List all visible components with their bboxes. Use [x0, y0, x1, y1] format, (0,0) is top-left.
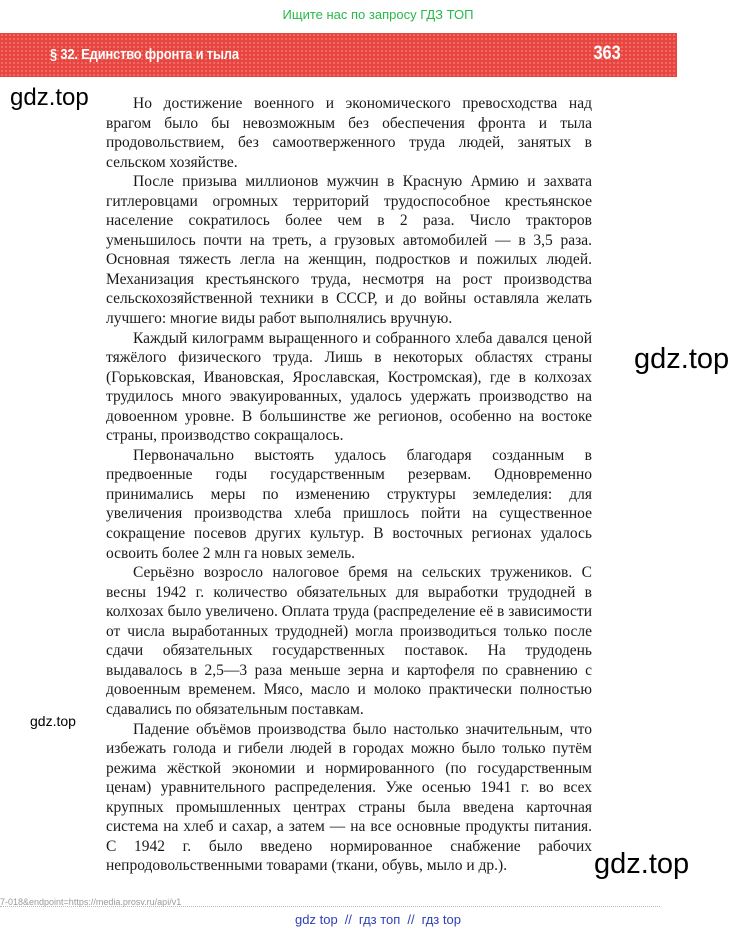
watermark-text: gdz.top — [634, 343, 730, 375]
paragraph: Серьёзно возросло налоговое бремя на сельских тружеников. С весны 1942 г. количество обязательных для выработки трудодней в колхозах было увеличено. Оплата труда (распределение её в зависимости от числа выработанных трудодней) могла производиться только после сдачи обязательных государственных поставок. На трудодень выдавалось в 2,5—3 раза меньше зерна и картофеля по сравнению с довоенным временем. Мясо, масло и молоко практически полностью сдавались по обязательным поставкам. — [106, 564, 592, 718]
section-title: § 32. Единство фронта и тыла — [50, 46, 239, 63]
chapter-header-band — [0, 33, 677, 77]
footer-links — [0, 912, 756, 927]
paragraph: Падение объёмов производства было настолько значительным, что избежать голода и гибели людей в городах можно было только путём режима жёсткой экономии и нормированного (по государственным ценам) уравнительного распределения. Уже осенью 1941 г. во всех крупных промышленных центрах страны была введена карточная система на хлеб и сахар, а затем — на все основные продукты питания. С 1942 г. было введено нормированное снабжение рабочих непродовольственными товарами (ткани, обувь, мыло и др.). — [106, 720, 592, 875]
paragraph: Каждый килограмм выращенного и собранного хлеба давался ценой тяжёлого физического труда. Лишь в некоторых областях страны (Горьковская, Ивановская, Ярославская, Костромская), где в колхозах трудилось много эвакуированных, удалось удержать производство на довоенном уровне. В большинстве же регионов, особенно на востоке страны, производство сокращалось. — [106, 329, 592, 445]
page-number: 363 — [593, 43, 621, 64]
footer-link-gdz-top[interactable]: gdz top — [295, 912, 338, 927]
paragraph: Первоначально выстоять удалось благодаря созданным в предвоенные годы государственным резервам. Одновременно принимались меры по изменению структуры земледелия: для увеличения производства хлеба пришлось пойти на существенное сокращение посевов других культур. В восточных регионах удалось освоить более 2 млн га новых земель. — [106, 446, 592, 562]
footer-separator: // — [344, 912, 352, 927]
footer-link-gdz-top-mixed[interactable]: гдз top — [421, 912, 461, 927]
footer-separator: // — [407, 912, 415, 927]
watermark-text: gdz.top — [10, 84, 89, 111]
watermark-text: gdz.top — [30, 713, 76, 729]
top-search-banner[interactable]: Ищите нас по запросу ГДЗ ТОП — [282, 7, 474, 22]
footer-divider — [0, 906, 660, 907]
watermark-text: gdz.top — [594, 848, 690, 880]
source-url-fragment: 7-018&endpoint=https://media.prosv.ru/api/v1 — [0, 897, 182, 907]
footer-link-gdz-top-cyrillic[interactable]: гдз топ — [358, 912, 401, 927]
body-text — [106, 94, 592, 876]
paragraph: Но достижение военного и экономического превосходства над врагом было бы невозможным без обеспечения фронта и тыла продовольствием, без самоотверженного труда людей, занятых в сельском хозяйстве. — [106, 95, 592, 171]
paragraph: После призыва миллионов мужчин в Красную Армию и захвата гитлеровцами огромных территорий трудоспособное крестьянское население сократилось более чем в 2 раза. Число тракторов уменьшилось почти на треть, а грузовых автомобилей — в 3,5 раза. Основная тяжесть легла на женщин, подростков и пожилых людей. Механизация крестьянского труда, несмотря на рост производства сельскохозяйственной техники в СССР, и до войны оставляла желать лучшего: многие виды работ выполнялись вручную. — [106, 173, 592, 328]
